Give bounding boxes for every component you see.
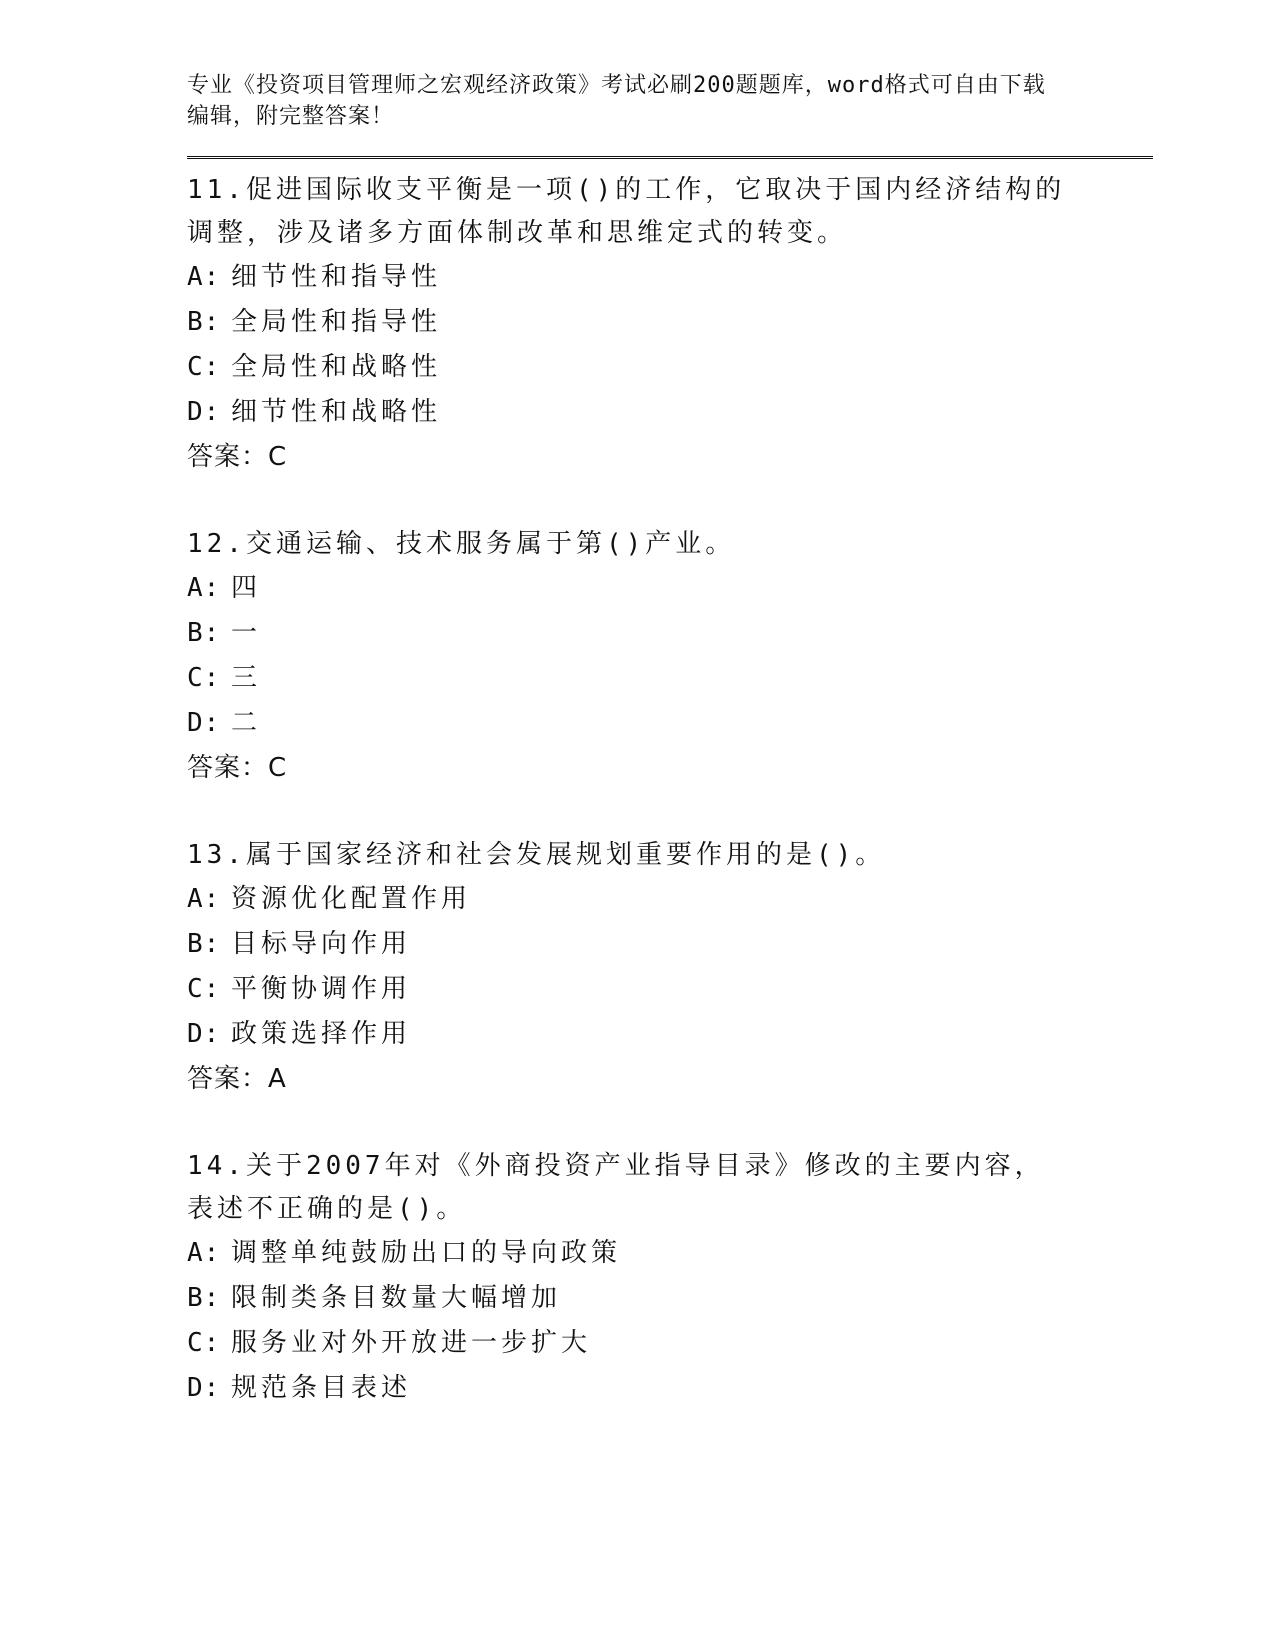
option-row: [187, 1321, 1147, 1366]
option-row: [187, 701, 1147, 746]
option-letter: C:: [187, 974, 221, 1004]
option-text: 二: [231, 708, 262, 738]
option-text: 政策选择作用: [231, 1019, 412, 1049]
option-row: [187, 255, 1147, 300]
question-item: [187, 834, 1147, 1102]
option-letter: A:: [187, 1238, 221, 1268]
question-list: [187, 169, 1147, 1411]
option-letter: D:: [187, 1373, 221, 1403]
option-text: 四: [231, 573, 262, 603]
option-text: 服务业对外开放进一步扩大: [231, 1328, 592, 1358]
document-page: [187, 70, 1147, 1454]
option-row: [187, 1012, 1147, 1057]
header-divider: [187, 156, 1153, 159]
option-row: [187, 967, 1147, 1012]
question-stem: 13.属于国家经济和社会发展规划重要作用的是()。: [187, 840, 886, 870]
option-letter: D:: [187, 708, 221, 738]
option-letter: A:: [187, 884, 221, 914]
option-text: 规范条目表述: [231, 1373, 412, 1403]
answer-line: 答案：A: [187, 1064, 287, 1094]
question-stem: 11.促进国际收支平衡是一项()的工作，它取决于国内经济结构的调整，涉及诸多方面体制改革和思维定式的转变。: [187, 175, 1066, 248]
question-stem: 12.交通运输、技术服务属于第()产业。: [187, 529, 736, 559]
document-header: 专业《投资项目管理师之宏观经济政策》考试必刷200题题库，word格式可自由下载编辑，附完整答案！: [187, 73, 1046, 129]
option-row: [187, 566, 1147, 611]
option-letter: A:: [187, 573, 221, 603]
option-letter: A:: [187, 262, 221, 292]
option-row: [187, 1231, 1147, 1276]
option-text: 限制类条目数量大幅增加: [231, 1283, 562, 1313]
option-text: 三: [231, 663, 262, 693]
option-row: [187, 922, 1147, 967]
option-row: [187, 611, 1147, 656]
question-item: [187, 523, 1147, 791]
option-row: [187, 1366, 1147, 1411]
answer-line: 答案：C: [187, 442, 288, 472]
option-row: [187, 1276, 1147, 1321]
answer-line: 答案：C: [187, 753, 288, 783]
option-letter: D:: [187, 397, 221, 427]
option-text: 目标导向作用: [231, 929, 412, 959]
option-text: 平衡协调作用: [231, 974, 412, 1004]
option-text: 全局性和战略性: [231, 352, 442, 382]
option-text: 调整单纯鼓励出口的导向政策: [231, 1238, 622, 1268]
option-row: [187, 877, 1147, 922]
option-text: 全局性和指导性: [231, 307, 442, 337]
option-letter: B:: [187, 618, 221, 648]
option-letter: C:: [187, 1328, 221, 1358]
question-item: [187, 169, 1147, 480]
option-letter: B:: [187, 1283, 221, 1313]
option-text: 资源优化配置作用: [231, 884, 472, 914]
option-letter: B:: [187, 929, 221, 959]
option-text: 细节性和战略性: [231, 397, 442, 427]
option-letter: B:: [187, 307, 221, 337]
question-item: [187, 1145, 1147, 1411]
option-letter: D:: [187, 1019, 221, 1049]
option-text: 细节性和指导性: [231, 262, 442, 292]
option-row: [187, 656, 1147, 701]
option-row: [187, 300, 1147, 345]
option-text: 一: [231, 618, 262, 648]
option-letter: C:: [187, 663, 221, 693]
option-row: [187, 390, 1147, 435]
question-stem: 14.关于2007年对《外商投资产业指导目录》修改的主要内容，表述不正确的是()。: [187, 1151, 1045, 1224]
option-letter: C:: [187, 352, 221, 382]
option-row: [187, 345, 1147, 390]
